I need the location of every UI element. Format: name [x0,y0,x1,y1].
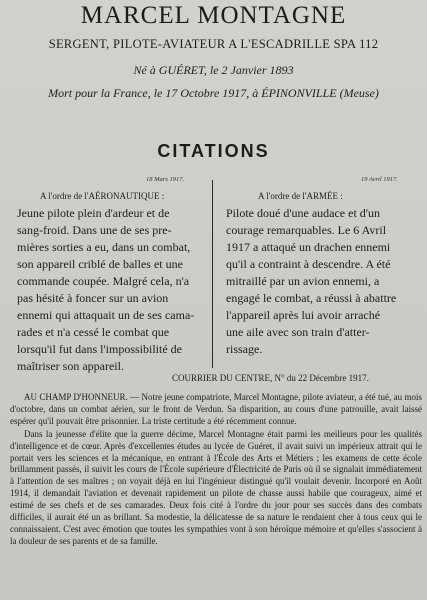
article-body [10,392,422,549]
citation-line: Jeune pilote plein d'ardeur et de [17,206,170,220]
rank-subtitle: SERGENT, PILOTE-AVIATEUR A L'ESCADRILLE SPA 112 [48,37,379,51]
citation-order: A l'ordre de l'AÉRONAUTIQUE : [40,191,165,201]
citation-line: sang-froid. Dans une de ses pre- [17,223,172,237]
citation-line: rades et n'a cessé le combat que [17,325,170,339]
citation-line: 1917 a attaqué un drachen ennemi [226,240,391,254]
citation-line: engagé le combat, a réussi à abattre [226,291,397,305]
article-paragraph: Dans la jeunesse d'élite que la guerre décime, Marcel Montagne était parmi les meilleurs pour les qualités d'intelligence et de cœur. Après d'excellentes études au lycée de Guéret, il avait suivi un impérieux attrait qui le portait vers les sciences et la mécanique, en entrant à l'École des Arts et Métiers ; les examens de cette école brillamment passés, il suivit les cours de l'École supérieure d'Électricité de Paris où il se signalait immédiatement à l'attention de ses maîtres ; on voyait déjà en lui l'ingénieur distingué qu'il voulait devenir. Incorporé en Août 1914, il demandait l'aviation et devenait rapidement un pilote de chasse aussi habile que courageux, aimé et estimé de ses chefs et de ses camarades. Deux fois cité à l'ordre du jour pour ses succès dans des combats difficiles, il aurait été un as brillant. Sa modestie, la délicatesse de sa nature le rendaient cher à tous ceux qui le connaissaient. C'est avec émotion que toutes les sympathies vont à son héroïque mémoire et qu'elles s'associent à la douleur de ses parents et de sa famille. [10,428,422,546]
citation-line: rissage. [226,342,263,356]
citation-line: ennemi qui attaquait un de ses cama- [17,308,195,322]
citation-line: courage remarquables. Le 6 Avril [226,223,387,237]
citation-line: une aile avec son train d'atter- [226,325,370,339]
citation-order: A l'ordre de l'ARMÉE : [258,191,343,201]
citation-date: 18 Mars 1917. [146,176,185,183]
citation-line: mitraillé par un avion ennemi, a [226,274,380,288]
citation-line: mières sorties a eu, dans un combat, [17,240,191,254]
newspaper-source: COURRIER DU CENTRE, N° du 22 Décembre 1917. [172,373,369,383]
citations-heading: CITATIONS [157,141,270,161]
citation-line: pas hésité à foncer sur un avion [17,291,169,305]
citation-line: qu'il a contraint à descendre. A été [226,257,391,271]
birth-line: Né à GUÉRET, le 2 Janvier 1893 [133,63,294,77]
citation-text [17,205,209,375]
death-line: Mort pour la France, le 17 Octobre 1917, à ÉPINONVILLE (Meuse) [48,86,379,100]
article-paragraph: AU CHAMP D'HONNEUR. — Notre jeune compatriote, Marcel Montagne, pilote aviateur, a été tué, au mois d'octobre, dans un combat aérien, sur le front de Verdun. Sa disparition, au cours d'une patrouille, avait laissé espérer qu'il pouvait être prisonnier. La triste certitude a été récemment connue. [10,392,422,426]
citation-line: commande coupée. Malgré cela, n'a [17,274,190,288]
citation-text [226,205,420,358]
citation-line: maîtriser son appareil. [17,359,124,373]
column-divider [212,180,213,368]
citation-line: lorsqu'il fut dans l'impossibilité de [17,342,182,356]
citation-line: l'appareil après lui avoir arraché [226,308,381,322]
citation-line: Pilote doué d'une audace et d'un [226,206,380,220]
page-title: MARCEL MONTAGNE [80,2,347,29]
citation-line: son appareil criblé de balles et une [17,257,183,271]
citation-date: 19 Avril 1917. [361,176,398,183]
